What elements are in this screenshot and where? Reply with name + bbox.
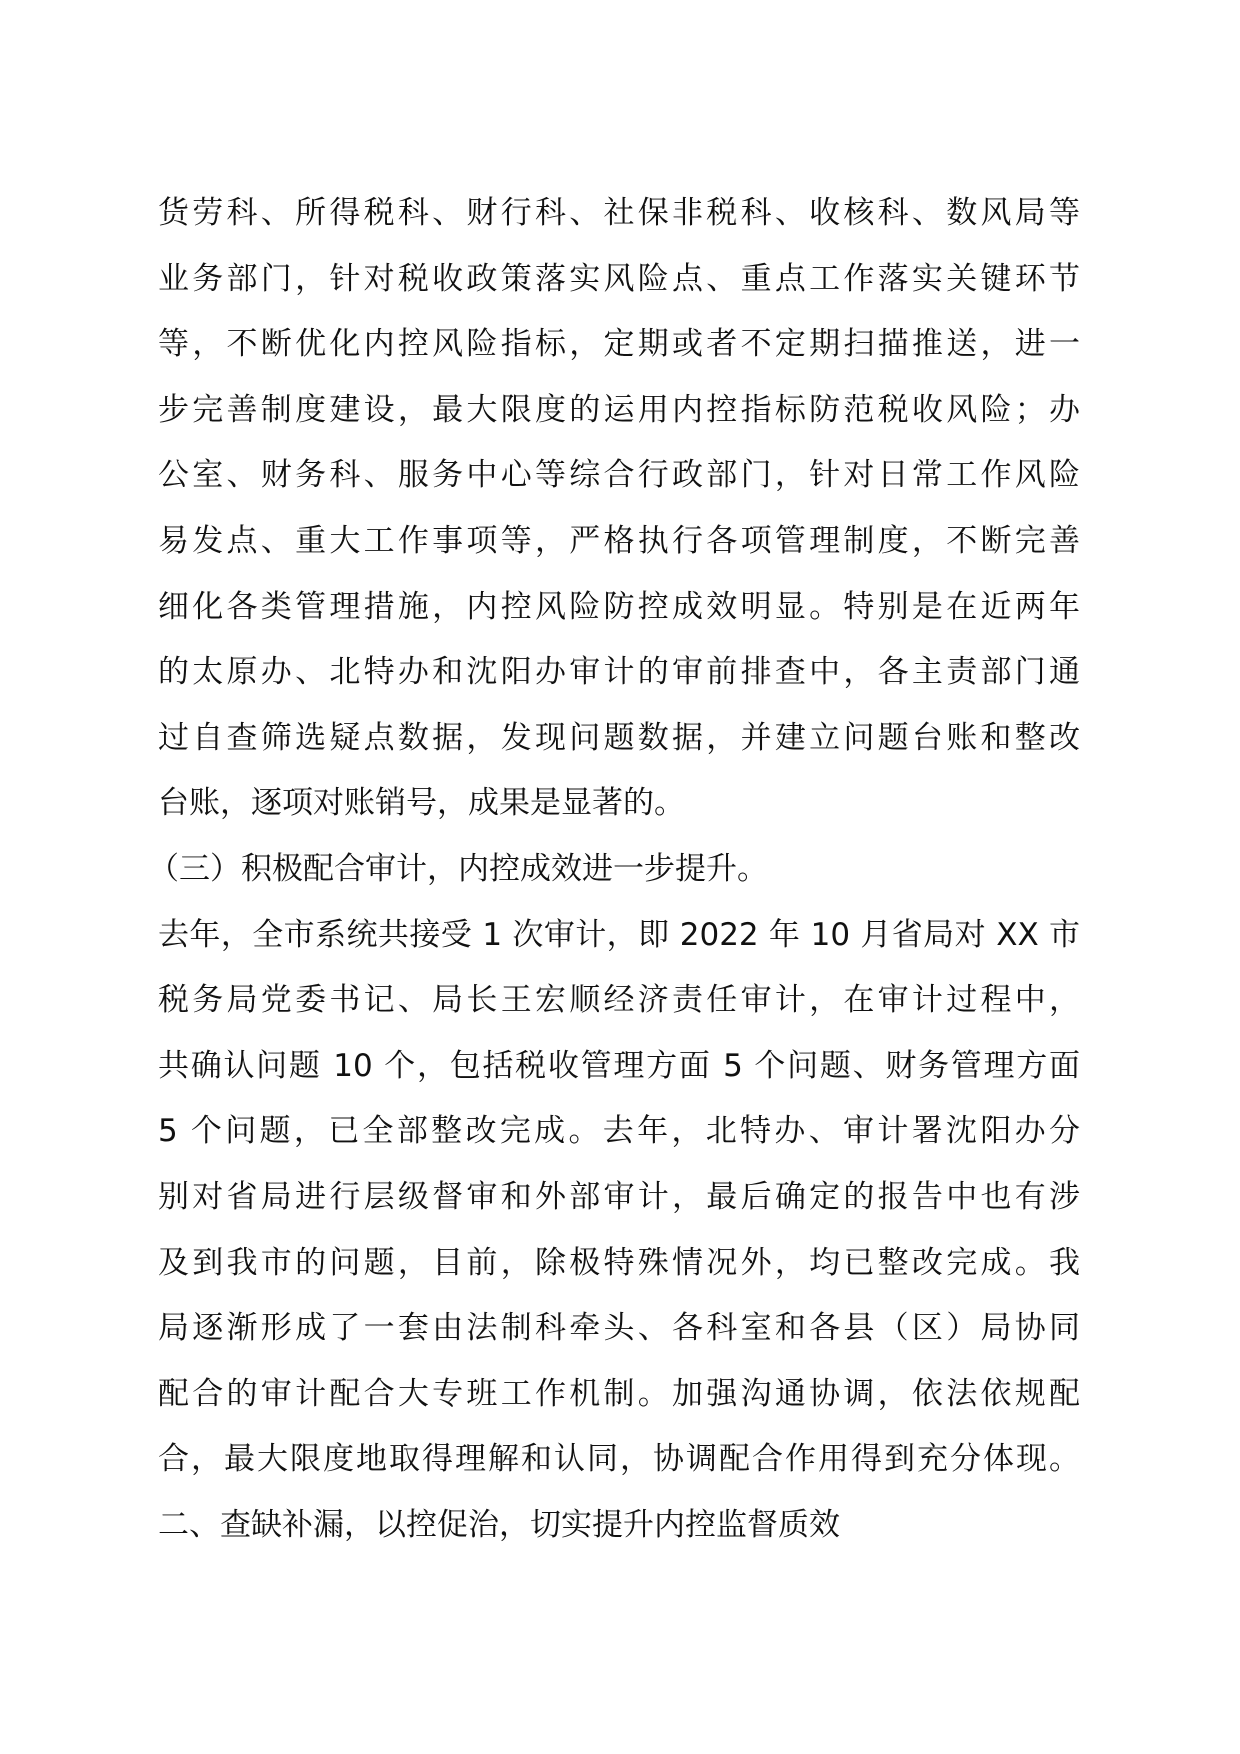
section-heading: （三）积极配合审计，内控成效进一步提升。	[148, 850, 768, 887]
body-text-line: 去年，全市系统共接受 1 次审计，即 2022 年 10 月省局对 XX 市	[158, 916, 1080, 953]
body-text-line: 合，最大限度地取得理解和认同，协调配合作用得到充分体现。	[158, 1441, 1080, 1478]
chapter-heading: 二、查缺补漏，以控促治，切实提升内控监督质效	[158, 1506, 840, 1543]
body-text-line: 过自查筛选疑点数据，发现问题数据，并建立问题台账和整改	[158, 719, 1080, 756]
body-text-line: 共确认问题 10 个，包括税收管理方面 5 个问题、财务管理方面	[158, 1047, 1080, 1084]
body-text-line: 公室、财务科、服务中心等综合行政部门，针对日常工作风险	[158, 457, 1080, 494]
body-text-line: 易发点、重大工作事项等，严格执行各项管理制度，不断完善	[158, 522, 1080, 559]
body-text-line: 的太原办、北特办和沈阳办审计的审前排查中，各主责部门通	[158, 654, 1080, 691]
body-text-line: 业务部门，针对税收政策落实风险点、重点工作落实关键环节	[158, 260, 1080, 297]
body-text-line: 5 个问题，已全部整改完成。去年，北特办、审计署沈阳办分	[158, 1113, 1080, 1150]
document-page	[148, 181, 1080, 1558]
body-text-line: 等，不断优化内控风险指标，定期或者不定期扫描推送，进一	[158, 326, 1080, 363]
body-text-line: 配合的审计配合大专班工作机制。加强沟通协调，依法依规配	[158, 1375, 1080, 1412]
body-text-line: 及到我市的问题，目前，除极特殊情况外，均已整改完成。我	[158, 1244, 1080, 1281]
body-text-line: 别对省局进行层级督审和外部审计，最后确定的报告中也有涉	[158, 1178, 1080, 1215]
body-text-line: 货劳科、所得税科、财行科、社保非税科、收核科、数风局等	[158, 195, 1080, 231]
body-text-line: 台账，逐项对账销号，成果是显著的。	[158, 785, 685, 822]
body-text-line: 税务局党委书记、局长王宏顺经济责任审计，在审计过程中，	[158, 982, 1080, 1019]
body-text-line: 步完善制度建设，最大限度的运用内控指标防范税收风险；办	[158, 391, 1080, 428]
body-text-line: 细化各类管理措施，内控风险防控成效明显。特别是在近两年	[158, 588, 1080, 625]
body-text-line: 局逐渐形成了一套由法制科牵头、各科室和各县（区）局协同	[158, 1310, 1080, 1347]
